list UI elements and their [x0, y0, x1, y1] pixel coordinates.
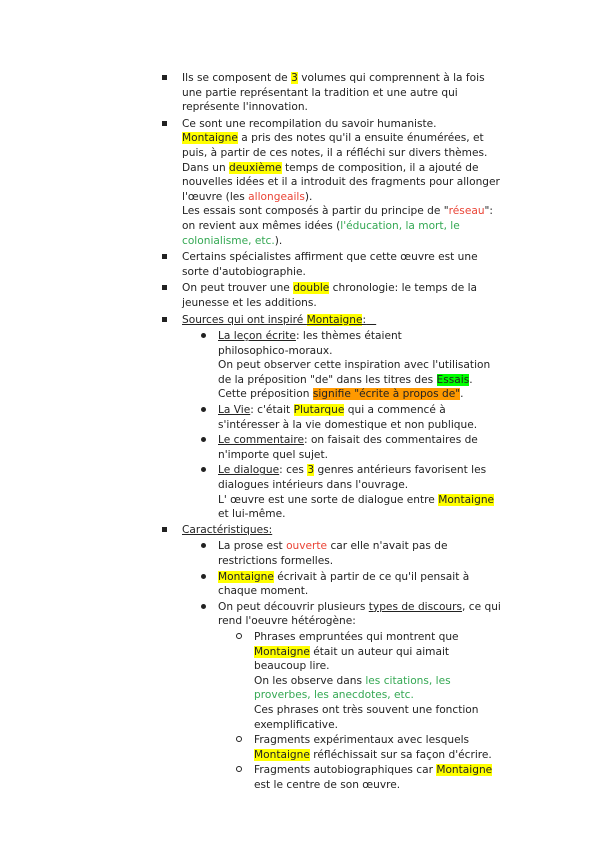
- green-text: l'éducation, la mort, le: [340, 219, 460, 232]
- text: exemplificative.: [254, 718, 338, 731]
- sub-list-item: [0, 403, 528, 432]
- text: Cette préposition: [218, 388, 313, 401]
- text: Certains spécialistes affirment que cette œuvre est une: [182, 251, 478, 264]
- text: et lui-même.: [218, 508, 286, 521]
- text: : les thèmes étaient: [295, 330, 402, 343]
- highlight: double: [293, 282, 330, 295]
- text: a pris des notes qu'il a ensuite énumérées, et: [237, 132, 484, 145]
- highlight: 3: [291, 72, 298, 84]
- sub-list-item: [0, 463, 528, 521]
- highlight: deuxième: [229, 161, 282, 174]
- list-item: [0, 71, 522, 115]
- text: temps de composition, il a ajouté de: [281, 161, 479, 174]
- text: est le centre de son œuvre.: [254, 778, 401, 791]
- green-text: colonialisme, etc.: [182, 234, 275, 247]
- highlight: Plutarque: [293, 404, 345, 417]
- highlight: Montaigne: [438, 493, 495, 506]
- text: philosophico-moraux.: [218, 344, 333, 357]
- text: genres antérieurs favorisent les: [314, 464, 487, 477]
- text: puis, à partir de ces notes, il a réfléchi sur divers thèmes.: [182, 146, 488, 159]
- text: nouvelles idées et il a introduit des fragments pour allonger: [182, 176, 500, 189]
- round-bullet-icon: [201, 333, 206, 338]
- text: Ce sont une recompilation du savoir humaniste.: [182, 117, 437, 130]
- text: On les observe dans: [254, 674, 366, 687]
- hollow-bullet-icon: [236, 766, 242, 772]
- text: ).: [274, 234, 283, 247]
- highlight: Montaigne: [254, 645, 310, 658]
- text: l'œuvre (les: [182, 190, 249, 203]
- sub-sub-list-item: [0, 630, 529, 732]
- notes-list: [0, 71, 600, 794]
- text: s'intéresser à la vie domestique et non publique.: [218, 418, 478, 431]
- text: on revient aux mêmes idées (: [182, 219, 341, 232]
- text: jeunesse et les additions.: [182, 296, 317, 309]
- square-bullet-icon: [162, 254, 167, 259]
- list-item: [0, 117, 522, 248]
- list-item: [0, 281, 522, 310]
- red-text: réseau: [448, 205, 485, 218]
- round-bullet-icon: [201, 467, 206, 472]
- red-text: allongeails: [248, 190, 305, 203]
- text: n'importe quel sujet.: [218, 448, 328, 461]
- underlined-text: Le dialogue: [218, 464, 280, 477]
- highlight: Montaigne: [306, 313, 363, 326]
- text: représente l'innovation.: [182, 101, 308, 114]
- text: .: [469, 373, 473, 386]
- text: : c'était: [250, 404, 294, 417]
- text: chaque moment.: [218, 585, 309, 598]
- text: Les essais sont composés à partir du principe de ": [182, 205, 449, 218]
- text: car elle n'avait pas de: [327, 540, 448, 553]
- underlined-text: La leçon écrite: [218, 330, 296, 343]
- underlined-text: Caractéristiques:: [182, 523, 273, 536]
- sub-list-item: [0, 433, 528, 462]
- text: , ce qui: [462, 600, 501, 613]
- text: une partie représentant la tradition et une autre qui: [182, 86, 458, 99]
- text: Fragments expérimentaux avec lesquels: [254, 734, 470, 747]
- text: On peut découvrir plusieurs: [218, 600, 369, 613]
- green-text: proverbes, les anecdotes, etc.: [254, 689, 414, 702]
- text: dialogues intérieurs dans l'ouvrage.: [218, 479, 409, 492]
- text: Phrases empruntées qui montrent que: [254, 630, 459, 643]
- hollow-bullet-icon: [236, 633, 242, 639]
- text: sorte d'autobiographie.: [182, 265, 306, 278]
- text: .: [460, 388, 464, 401]
- highlight: Montaigne: [436, 764, 493, 777]
- text: rend l'oeuvre hétérogène:: [218, 615, 356, 628]
- text: Fragments autobiographiques car: [254, 764, 437, 777]
- text: L' œuvre est une sorte de dialogue entre: [218, 493, 439, 506]
- text: :: [362, 313, 367, 326]
- sub-list-item: [0, 539, 528, 568]
- text: réfléchissait sur sa façon d'écrire.: [309, 748, 492, 761]
- underlined-text: types de discours: [368, 600, 463, 613]
- highlight: 3: [307, 464, 315, 477]
- text: volumes qui comprennent à la fois: [297, 72, 485, 84]
- sub-sub-list-item: [0, 763, 529, 792]
- text: chronologie: le temps de la: [329, 282, 478, 295]
- text: écrivait à partir de ce qu'il pensait à: [273, 570, 470, 583]
- square-bullet-icon: [162, 75, 167, 80]
- text: La prose est: [218, 540, 287, 553]
- text: était un auteur qui aimait: [309, 645, 450, 658]
- text: : ces: [279, 464, 308, 477]
- sub-sub-list-item: [0, 733, 529, 762]
- text: Sources qui ont inspiré: [182, 313, 307, 326]
- text: : on faisait des commentaires de: [304, 434, 478, 447]
- text: beaucoup lire.: [254, 660, 330, 673]
- sub-list-item: [0, 570, 528, 599]
- underlined-text: Le commentaire: [218, 434, 305, 447]
- list-item: [0, 250, 522, 279]
- square-bullet-icon: [162, 121, 167, 126]
- round-bullet-icon: [201, 574, 206, 579]
- text: Dans un: [182, 161, 230, 174]
- sub-list-item: [0, 329, 528, 402]
- square-bullet-icon: [162, 285, 167, 290]
- text: On peut trouver une: [182, 282, 294, 295]
- round-bullet-icon: [201, 407, 206, 412]
- hollow-bullet-icon: [236, 736, 242, 742]
- text: Ces phrases ont très souvent une fonction: [254, 703, 479, 716]
- list-item-sources: [0, 313, 522, 328]
- highlight: Montaigne: [218, 570, 274, 583]
- square-bullet-icon: [162, 527, 167, 532]
- round-bullet-icon: [201, 604, 206, 609]
- highlight: signifie "écrite à propos de": [312, 388, 461, 401]
- text: Ils se composent de: [182, 72, 292, 84]
- text: de la préposition "de" dans les titres des: [218, 373, 437, 386]
- square-bullet-icon: [162, 317, 167, 322]
- text: ":: [484, 205, 493, 218]
- text: ).: [304, 190, 313, 203]
- text: On peut observer cette inspiration avec l'utilisation: [218, 359, 491, 372]
- highlight: Montaigne: [254, 748, 310, 761]
- text: restrictions formelles.: [218, 555, 334, 567]
- text: qui a commencé à: [344, 404, 446, 417]
- highlight: Montaigne: [182, 132, 238, 145]
- green-text: les citations, les: [365, 674, 451, 687]
- highlight: Essais: [436, 373, 470, 386]
- sub-list-item: [0, 600, 528, 629]
- red-text: ouverte: [286, 540, 328, 553]
- round-bullet-icon: [201, 437, 206, 442]
- list-item-characteristics: [0, 523, 522, 538]
- round-bullet-icon: [201, 543, 206, 548]
- underlined-text: La Vie: [218, 404, 251, 417]
